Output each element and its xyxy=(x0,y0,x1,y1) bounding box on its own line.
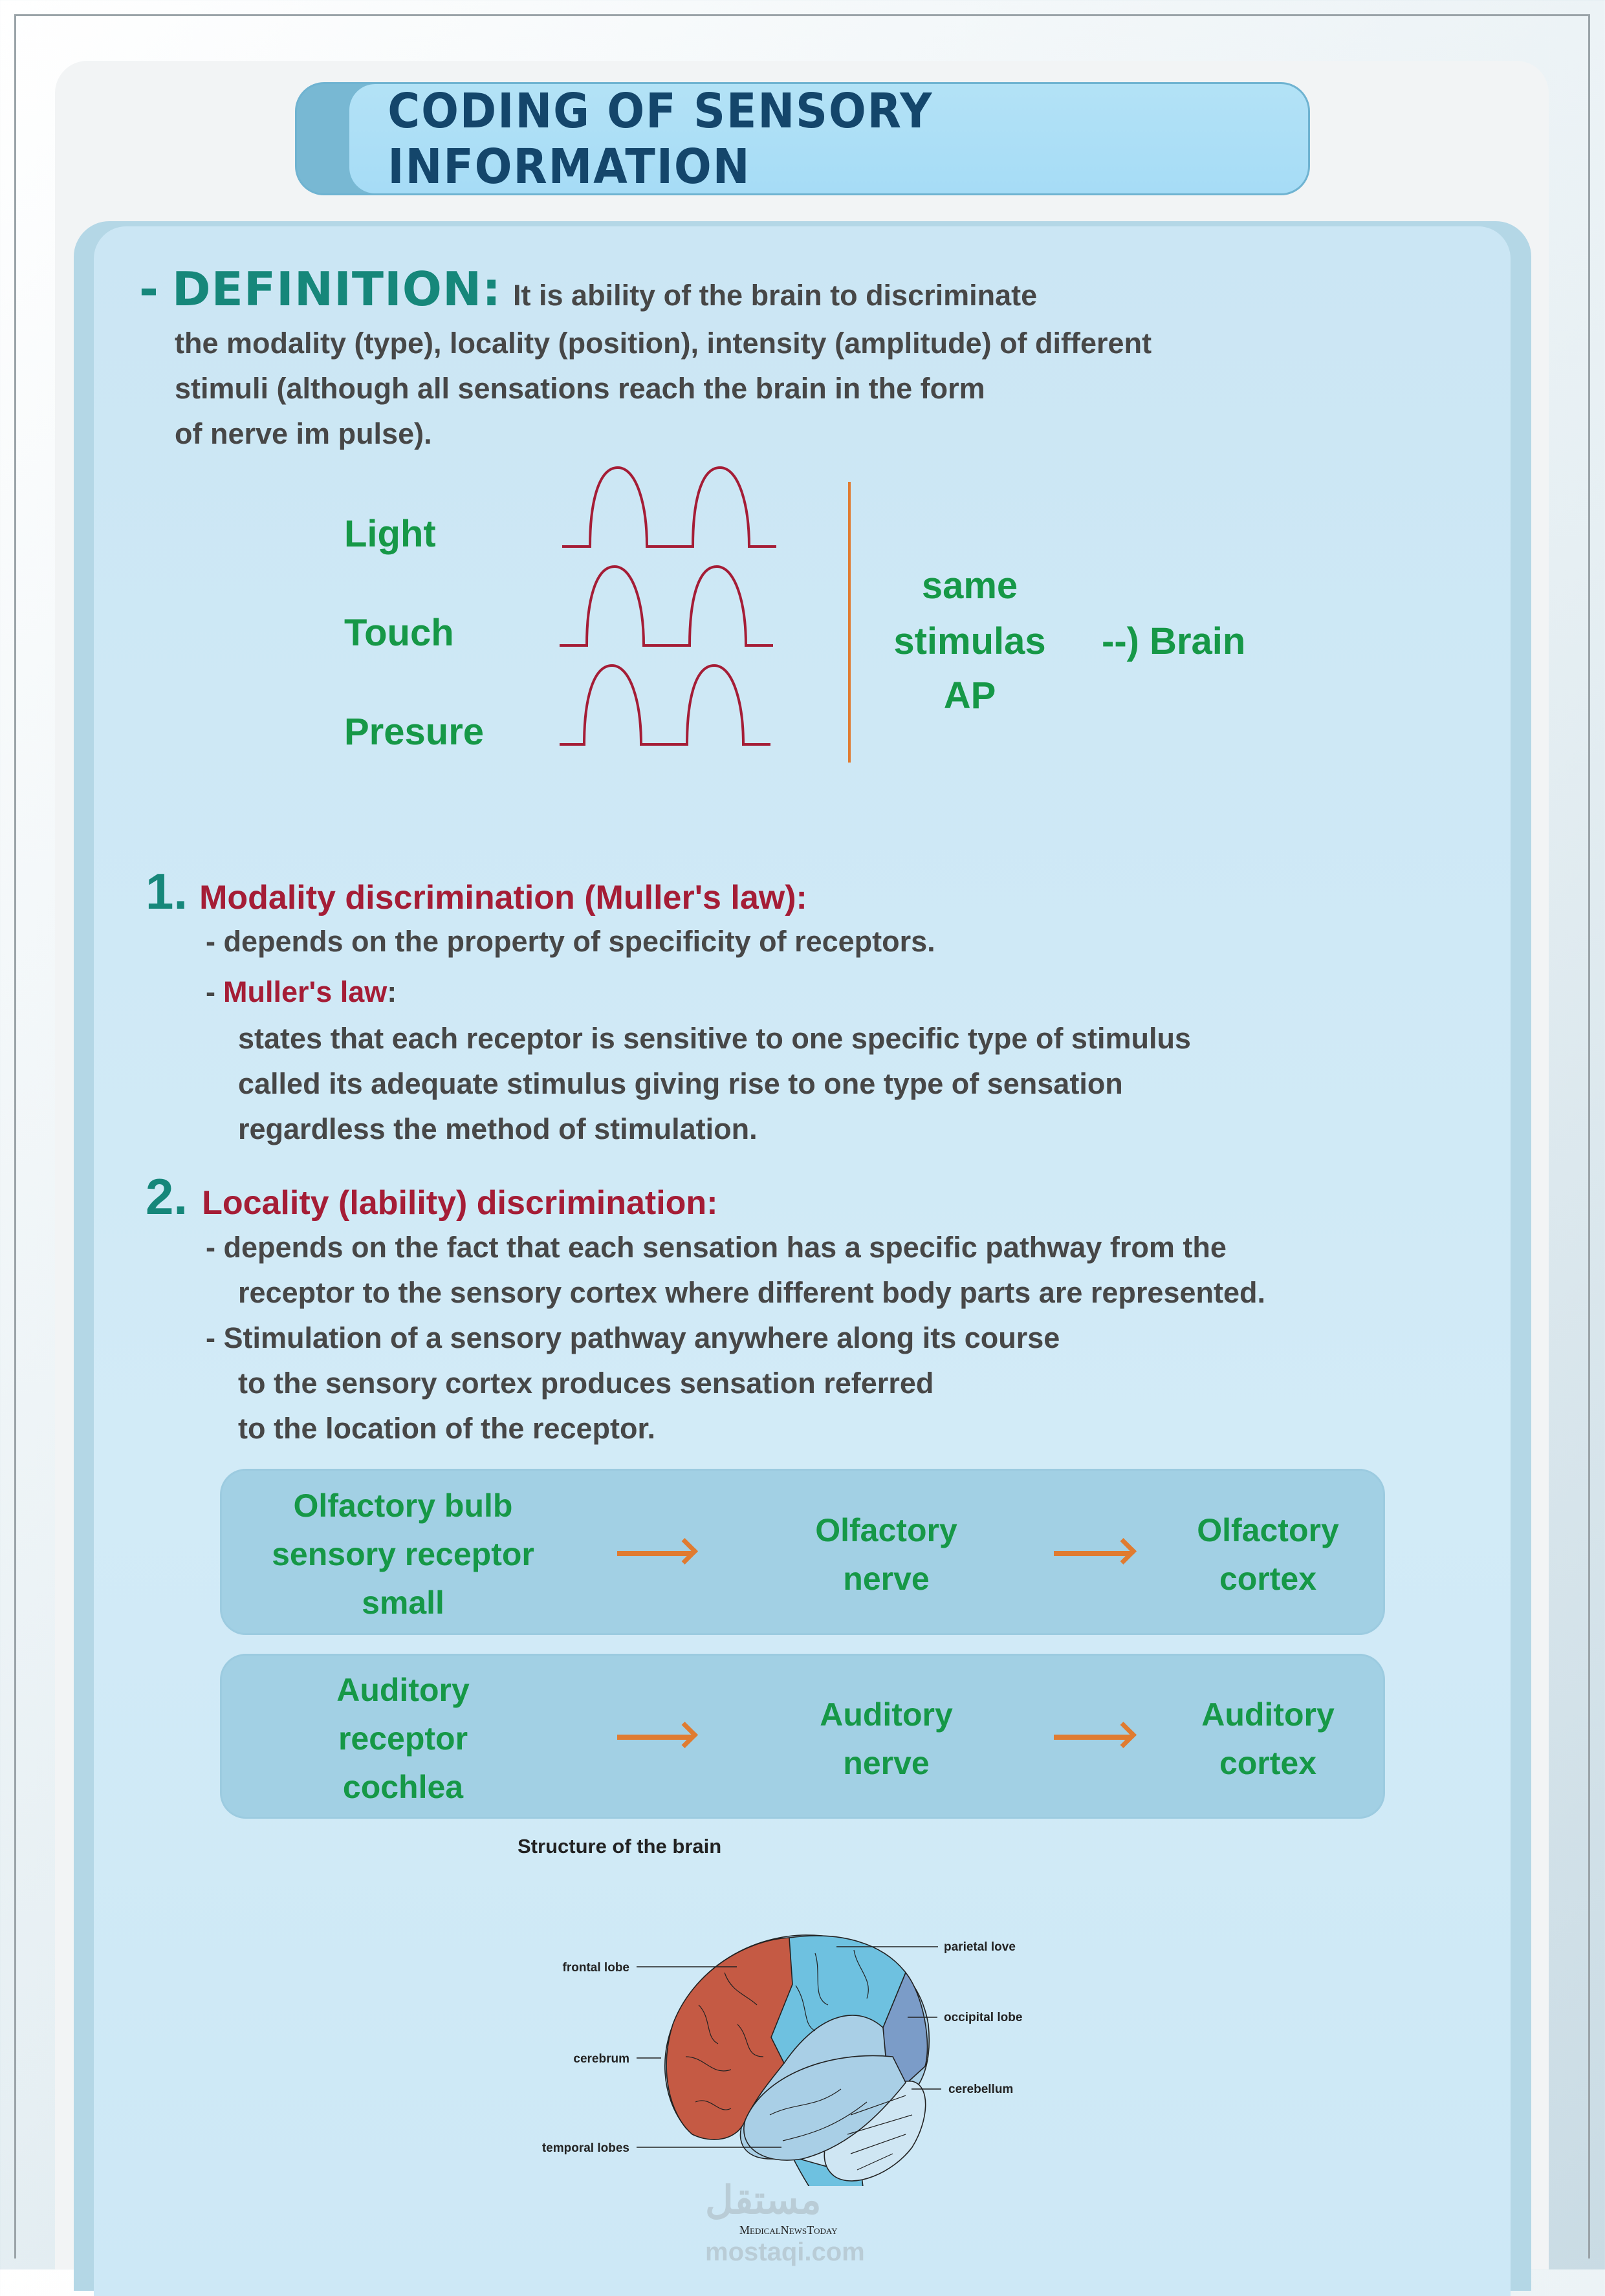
touch-wave xyxy=(560,567,773,645)
label-cerebellum: cerebellum xyxy=(948,2083,1014,2096)
auditory-cortex xyxy=(1201,1691,1335,1788)
definition-line: It is ability of the brain to discriminate xyxy=(513,279,1038,312)
auditory-nerve xyxy=(820,1691,953,1788)
brain-figure-caption: Structure of the brain xyxy=(518,1835,722,1857)
definition-line: stimuli (although all sensations reach the brain in the form xyxy=(175,372,985,405)
light-wave xyxy=(562,468,776,547)
olfactory-nerve xyxy=(815,1506,957,1603)
section1-bullet-dash: - xyxy=(206,975,215,1008)
step-line: nerve xyxy=(843,1745,930,1781)
section1-line: regardless the method of stimulation. xyxy=(238,1112,758,1145)
mullers-law-row xyxy=(206,975,397,1009)
action-potential-waves xyxy=(560,464,780,752)
divider-line xyxy=(848,482,851,763)
step-line: sensory receptor xyxy=(272,1536,534,1572)
result-stimulas: stimulas xyxy=(893,620,1046,662)
step-line: Auditory xyxy=(336,1672,470,1708)
label-parietal: parietal love xyxy=(944,1940,1016,1954)
step-line: Olfactory bulb xyxy=(293,1488,513,1524)
auditory-receptor xyxy=(336,1666,470,1812)
arrow-right-icon xyxy=(617,1735,692,1740)
step-line: receptor xyxy=(338,1720,468,1757)
label-temporal-lobes: temporal lobes xyxy=(541,2141,629,2155)
label-cerebrum: cerebrum xyxy=(573,2052,629,2066)
olfactory-cortex xyxy=(1197,1506,1339,1603)
result-same: same xyxy=(921,565,1018,607)
definition-line: the modality (type), locality (position), intensity (amplitude) of different xyxy=(175,327,1152,360)
section1-number: 1. xyxy=(146,863,188,920)
section1-bullet: - depends on the property of specificity of receptors. xyxy=(206,925,935,958)
mullers-law-colon: : xyxy=(387,975,397,1008)
section1-line: states that each receptor is sensitive to one specific type of stimulus xyxy=(238,1022,1191,1055)
section2-heading: Locality (lability) discrimination: xyxy=(202,1184,718,1222)
section2-line: - depends on the fact that each sensation has a specific pathway from the xyxy=(206,1231,1227,1264)
step-line: cortex xyxy=(1219,1561,1317,1597)
section2-line: to the location of the receptor. xyxy=(238,1412,656,1445)
page-title: CODING OF SENSORY INFORMATION xyxy=(388,83,934,195)
stimulus-label-touch: Touch xyxy=(344,612,454,654)
step-line: small xyxy=(362,1585,444,1621)
watermark-url: mostaqi.com xyxy=(705,2238,865,2266)
stimulus-label-pressure: Presure xyxy=(344,711,485,753)
arrow-right-icon xyxy=(1054,1735,1130,1740)
result-ap: AP xyxy=(943,675,996,717)
step-line: cochlea xyxy=(342,1769,464,1805)
definition-line: of nerve im pulse). xyxy=(175,417,432,450)
olfactory-receptor xyxy=(272,1482,534,1627)
step-line: nerve xyxy=(843,1561,930,1597)
section1-line: called its adequate stimulus giving rise to one type of sensation xyxy=(238,1067,1123,1100)
label-frontal-lobe: frontal lobe xyxy=(562,1961,629,1975)
olfactory-pathway-box xyxy=(220,1469,1385,1635)
definition-heading: DEFINITION: xyxy=(171,262,502,316)
step-line: Auditory xyxy=(1201,1696,1335,1733)
section2-line: - Stimulation of a sensory pathway anywhere along its course xyxy=(206,1321,1060,1354)
mullers-law-label: Muller's law xyxy=(223,975,388,1008)
brain-diagram xyxy=(453,1876,1035,2186)
step-line: Auditory xyxy=(820,1696,953,1733)
definition-bullet: - xyxy=(139,262,159,316)
step-line: cortex xyxy=(1219,1745,1317,1781)
arrow-right-icon xyxy=(617,1551,692,1556)
section2-heading-row xyxy=(146,1167,718,1226)
auditory-pathway-box xyxy=(220,1654,1385,1819)
section1-heading-row xyxy=(146,862,807,921)
section2-number: 2. xyxy=(146,1168,188,1225)
step-line: Olfactory xyxy=(1197,1512,1339,1548)
stimulus-label-light: Light xyxy=(344,513,436,555)
arrow-right-icon xyxy=(1054,1551,1130,1556)
to-brain-text: --) Brain xyxy=(1102,620,1246,662)
step-line: Olfactory xyxy=(815,1512,957,1548)
section1-heading: Modality discrimination (Muller's law): xyxy=(199,879,807,916)
definition-first-line xyxy=(139,262,1037,316)
section2-line: receptor to the sensory cortex where different body parts are represented. xyxy=(238,1276,1265,1309)
watermark-arabic: مستقل xyxy=(705,2178,822,2222)
section2-line: to the sensory cortex produces sensation referred xyxy=(238,1367,934,1400)
label-occipital-lobe: occipital lobe xyxy=(944,2011,1023,2024)
credit-logo: MedicalNewsToday xyxy=(739,2224,838,2236)
pressure-wave xyxy=(560,666,770,744)
